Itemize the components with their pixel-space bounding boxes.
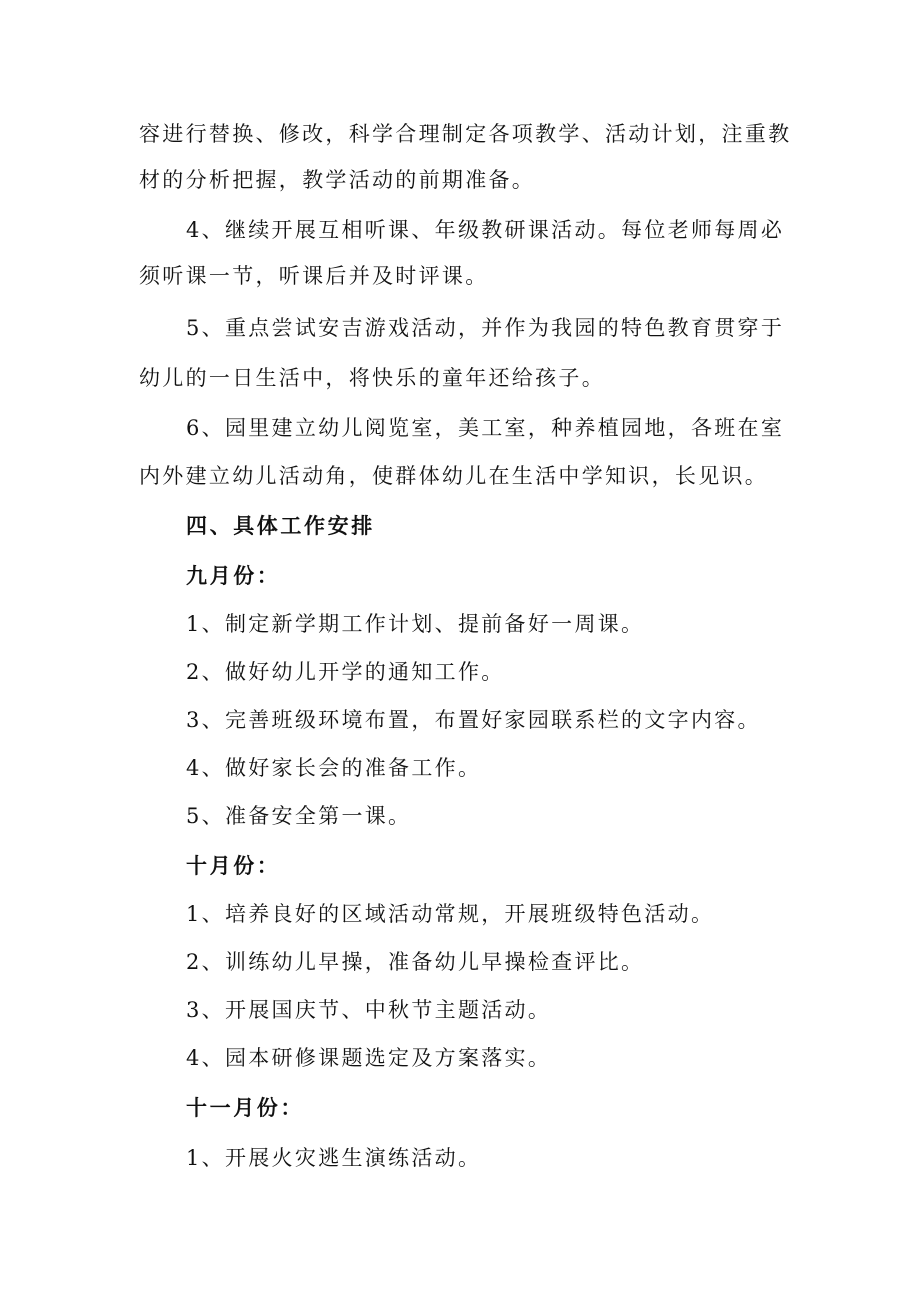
month-heading: 十一月份： bbox=[186, 1095, 304, 1120]
list-item-continuation-line: 幼儿的一日生活中，将快乐的童年还给孩子。 bbox=[139, 366, 605, 390]
month-heading: 九月份： bbox=[186, 563, 281, 588]
task-item: 3、开展国庆节、中秋节主题活动。 bbox=[186, 998, 552, 1022]
list-item-continuation-line: 内外建立幼儿活动角，使群体幼儿在生活中学知识，长见识。 bbox=[139, 464, 769, 488]
task-item: 3、完善班级环境布置，布置好家园联系栏的文字内容。 bbox=[186, 708, 761, 732]
task-item: 2、训练幼儿早操，准备幼儿早操检查评比。 bbox=[186, 950, 645, 974]
task-item: 1、制定新学期工作计划、提前备好一周课。 bbox=[186, 612, 645, 636]
list-item-first-line: 6、园里建立幼儿阅览室，美工室，种养植园地，各班在室 bbox=[186, 416, 785, 440]
task-item: 1、培养良好的区域活动常规，开展班级特色活动。 bbox=[186, 902, 715, 926]
list-item-first-line: 5、重点尝试安吉游戏活动，并作为我园的特色教育贯穿于 bbox=[186, 316, 785, 340]
list-item-continuation-line: 须听课一节，听课后并及时评课。 bbox=[139, 264, 489, 288]
task-item: 4、做好家长会的准备工作。 bbox=[186, 756, 482, 780]
list-item-first-line: 4、继续开展互相听课、年级教研课活动。每位老师每周必 bbox=[186, 218, 785, 242]
paragraph-continuation-line: 容进行替换、修改，科学合理制定各项教学、活动计划，注重教 bbox=[139, 122, 792, 146]
task-item: 2、做好幼儿开学的通知工作。 bbox=[186, 660, 505, 684]
month-heading: 十月份： bbox=[186, 853, 281, 878]
paragraph-continuation-line: 材的分析把握，教学活动的前期准备。 bbox=[139, 168, 536, 192]
task-item: 4、园本研修课题选定及方案落实。 bbox=[186, 1046, 552, 1070]
task-item: 1、开展火灾逃生演练活动。 bbox=[186, 1146, 482, 1170]
section-heading: 四、具体工作安排 bbox=[186, 513, 375, 538]
task-item: 5、准备安全第一课。 bbox=[186, 804, 412, 828]
